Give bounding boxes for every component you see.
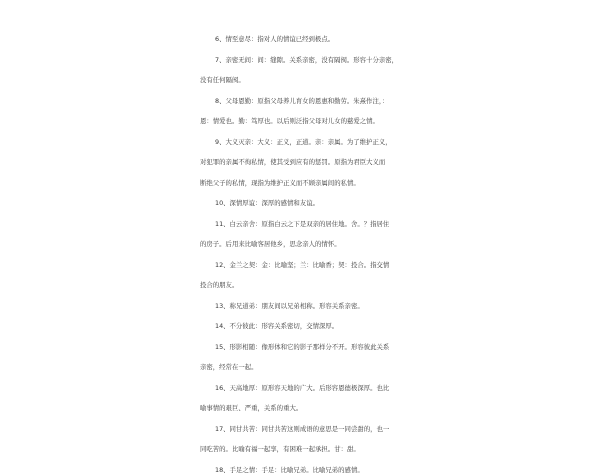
entry-17 [200,425,400,454]
line-gap [200,351,400,364]
entry-text-line: 9、大义灭亲：大义：正义，正道。亲：亲属。为了维护正义， [215,137,392,146]
entry-18 [200,466,400,474]
entry-gap [200,187,400,200]
entry-gap [200,289,400,302]
entry-text-line: 12、金兰之契：金：比喻坚；兰：比喻香；契：投合。指交情 [215,260,390,269]
line-gap [200,64,400,77]
line-gap [200,146,400,159]
entry-11 [200,220,400,249]
entry-gap [200,248,400,261]
entry-text-line: 7、亲密无间：间：缝隙。关系亲密，没有隔阂。形容十分亲密， [215,55,399,64]
entry-gap [200,453,400,466]
entry-text-line: 16、天高地厚：原形容天地的广大。后形容恩德极深厚。也比 [215,383,390,392]
entry-gap [200,84,400,97]
entry-text-line: 15、形影相随：像形体和它的影子那样分不开。形容彼此关系 [215,342,390,351]
entry-gap [200,125,400,138]
entry-text-line: 6、情至意尽：指对人的情谊已经到极点。 [215,35,335,43]
entry-text-line: 恩：情爱也。勤：笃厚也。以后则泛指父母对儿女的慈爱之情。 [200,117,379,125]
entry-text-line: 8、父母恩勤：原指父母养儿育女的恩惠和勤劳。朱熹作注，： [215,96,389,105]
entry-text-line: 17、同甘共苦：同甘共苦这则成语的意思是一同尝甜的，也一 [215,424,390,433]
entry-text-line: 亲密，经常在一起。 [200,363,258,371]
document-body [200,35,400,474]
entry-text-line: 没有任何隔阂。 [200,76,245,84]
entry-text-line: 的房子。后用来比喻客居他乡，思念亲人的情怀。 [200,240,341,248]
entry-8 [200,97,400,126]
entry-gap [200,371,400,384]
entry-12 [200,261,400,290]
entry-gap [200,412,400,425]
entry-text-line: 10、深情厚谊：深厚的感情和友谊。 [215,199,319,207]
entry-gap [200,43,400,56]
entry-10 [200,199,400,207]
line-gap [200,269,400,282]
entry-6 [200,35,400,43]
line-gap [200,392,400,405]
entry-gap [200,207,400,220]
entry-9 [200,138,400,187]
entry-13 [200,302,400,310]
entry-text-line: 投合的朋友。 [200,281,239,289]
line-gap [200,105,400,118]
entry-14 [200,322,400,330]
entry-16 [200,384,400,413]
entry-text-line: 11、白云亲舍：原指白云之下是双亲的居住地。舍。？指居住 [215,219,390,228]
entry-text-line: 断绝父子的私情，现指为维护正义而不顾亲属间的私情。 [200,178,360,187]
line-gap [200,166,400,179]
line-gap [200,433,400,446]
entry-text-line: 喻事情的艰巨、严重，关系的重大。 [200,404,303,412]
entry-text-line: 13、称兄道弟：朋友间以兄弟相称。形容关系亲密。 [215,301,364,310]
entry-gap [200,330,400,343]
entry-text-line: 14、不分彼此：形容关系密切，交情深厚。 [215,322,339,330]
line-gap [200,228,400,241]
entry-15 [200,343,400,372]
entry-7 [200,56,400,85]
entry-text-line: 同吃苦的。比喻有福一起享，有困难一起承担。甘：甜。 [200,445,360,453]
entry-gap [200,310,400,323]
entry-text-line: 对犯罪的亲属不徇私情，使其受到应有的惩罚。原指为君臣大义而 [200,158,386,166]
entry-text-line: 18、手足之情：手足：比喻兄弟。比喻兄弟的感情。 [215,465,364,474]
